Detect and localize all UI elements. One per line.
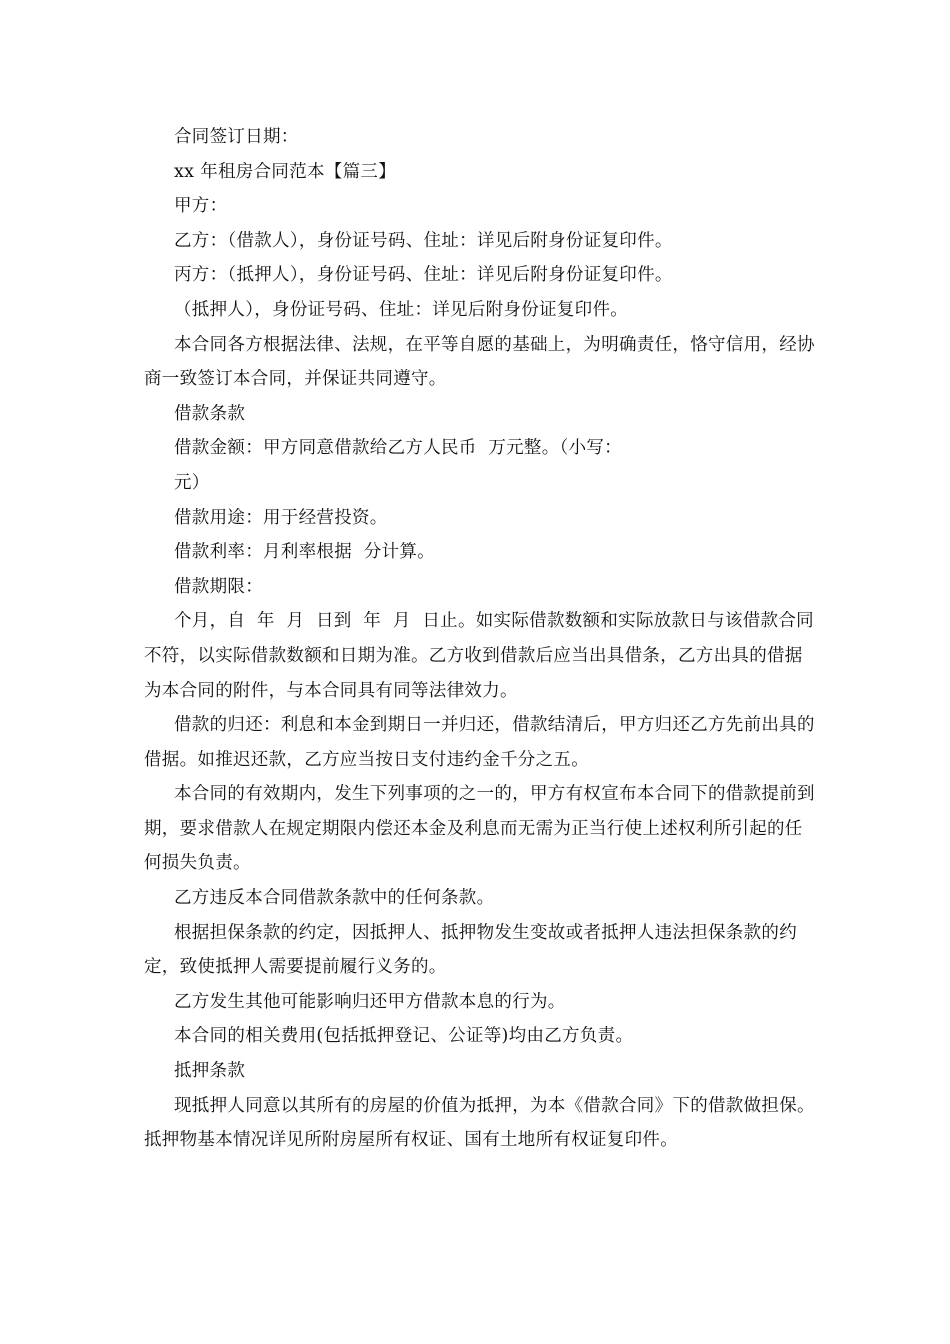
loan-purpose-clause: 借款用途：用于经营投资。 bbox=[174, 507, 388, 528]
loan-amount-clause: 借款金额：甲方同意借款给乙方人民币 万元整。（小写： bbox=[174, 438, 622, 459]
document-body bbox=[144, 120, 816, 1158]
breach-item-3: 乙方发生其他可能影响归还甲方借款本息的行为。 bbox=[174, 991, 566, 1012]
loan-term-details: 个月，自 年 月 日到 年 月 日止。如实际借款数额和实际放款日与该借款合同不符，以实际借款数额和日期为准。乙方收到借款后应当出具借条，乙方出具的借据为本合同的附件，与本合同具有同等法律效力。 bbox=[144, 611, 814, 701]
interest-rate-clause: 借款利率：月利率根据 分计算。 bbox=[174, 542, 435, 563]
fees-clause: 本合同的相关费用(包括抵押登记、公证等)均由乙方负责。 bbox=[174, 1026, 634, 1047]
loan-terms-heading: 借款条款 bbox=[174, 403, 246, 424]
acceleration-clause: 本合同的有效期内，发生下列事项的之一的，甲方有权宣布本合同下的借款提前到期，要求借款人在规定期限内偿还本金及利息而无需为正当行使上述权利所引起的任何损失负责。 bbox=[144, 784, 815, 874]
loan-term-clause: 借款期限： bbox=[174, 576, 263, 597]
party-b-line: 乙方：（借款人），身份证号码、住址：详见后附身份证复印件。 bbox=[174, 230, 673, 251]
mortgage-clause: 现抵押人同意以其所有的房屋的价值为抵押，为本《借款合同》下的借款做担保。抵押物基本情况详见所附房屋所有权证、国有土地所有权证复印件。 bbox=[144, 1095, 815, 1151]
preamble-paragraph: 本合同各方根据法律、法规，在平等自愿的基础上，为明确责任，恪守信用，经协商一致签订本合同，并保证共同遵守。 bbox=[144, 334, 815, 390]
contract-title: xx 年租房合同范本【篇三】 bbox=[174, 161, 397, 182]
signing-date-line: 合同签订日期： bbox=[174, 127, 299, 147]
breach-item-1: 乙方违反本合同借款条款中的任何条款。 bbox=[174, 888, 495, 909]
mortgagor-line: （抵押人），身份证号码、住址：详见后附身份证复印件。 bbox=[174, 299, 629, 320]
party-c-line: 丙方：（抵押人），身份证号码、住址：详见后附身份证复印件。 bbox=[174, 265, 673, 286]
loan-amount-continuation: 元） bbox=[174, 472, 210, 493]
mortgage-terms-heading: 抵押条款 bbox=[174, 1061, 246, 1082]
party-a-line: 甲方： bbox=[174, 196, 228, 217]
repayment-clause: 借款的归还：利息和本金到期日一并归还，借款结清后，甲方归还乙方先前出具的借据。如推迟还款，乙方应当按日支付违约金千分之五。 bbox=[144, 715, 815, 770]
breach-item-2: 根据担保条款的约定，因抵押人、抵押物发生变故或者抵押人违法担保条款的约定，致使抵押人需要提前履行义务的。 bbox=[144, 922, 797, 978]
